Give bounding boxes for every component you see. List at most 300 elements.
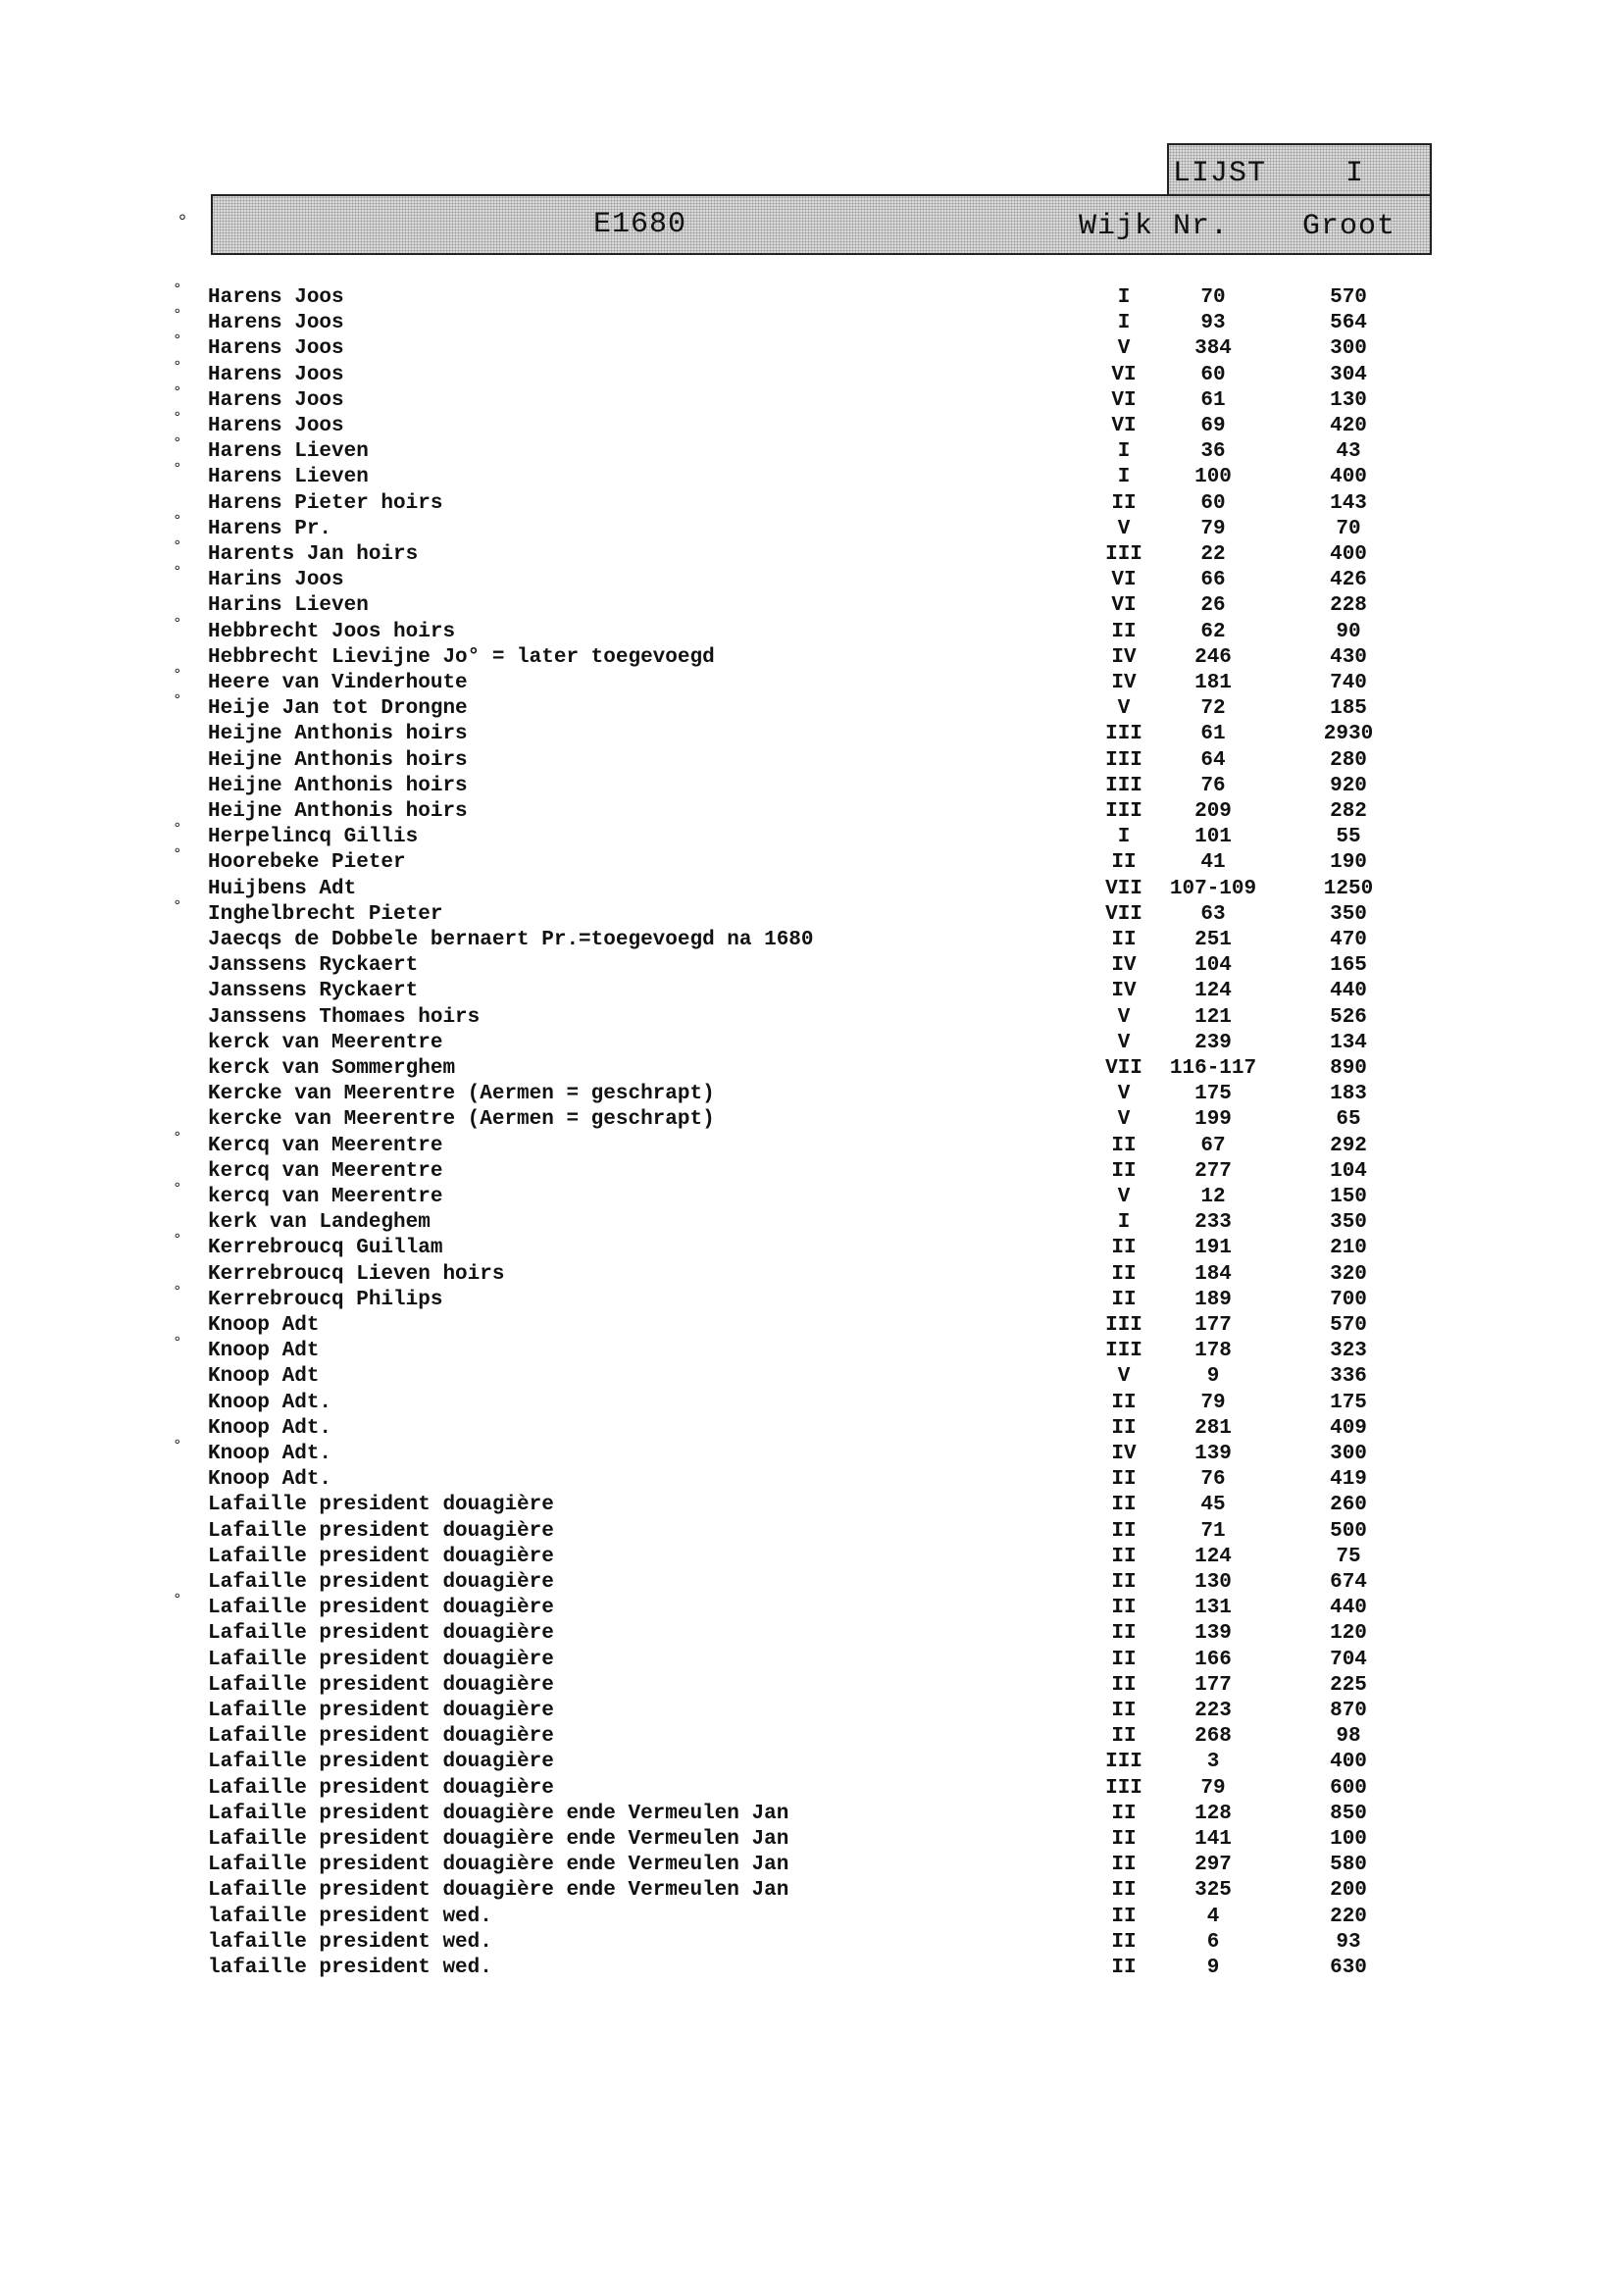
groot-cell: 350 — [1330, 1211, 1367, 1234]
owner-name: kerck van Sommerghem — [208, 1057, 456, 1080]
groot-cell: 134 — [1330, 1032, 1367, 1054]
wijk-cell: III — [1105, 1777, 1142, 1800]
owner-name: kerk van Landeghem — [208, 1211, 431, 1234]
groot-cell: 43 — [1336, 440, 1361, 463]
nr-cell: 6 — [1206, 1931, 1220, 1954]
owner-name: Kercq van Meerentre — [208, 1135, 443, 1157]
nr-cell: 124 — [1194, 1546, 1232, 1568]
groot-cell: 400 — [1330, 543, 1367, 566]
owner-name: Hebbrecht Joos hoirs — [208, 621, 456, 643]
nr-cell: 139 — [1194, 1622, 1232, 1645]
table-row — [0, 820, 1624, 851]
groot-cell: 920 — [1330, 775, 1367, 797]
nr-cell: 223 — [1194, 1700, 1232, 1722]
owner-name: Jaecqs de Dobbele bernaert Pr.=toegevoegd na 1680 — [208, 929, 814, 951]
owner-name: kercke van Meerentre (Aermen = geschrapt) — [208, 1108, 715, 1131]
row-mark: ° — [173, 1334, 182, 1351]
owner-name: Harens Joos — [208, 389, 344, 412]
table-row — [0, 1417, 1624, 1443]
row-mark: ° — [173, 1129, 182, 1146]
wijk-cell: III — [1105, 543, 1142, 566]
row-mark: ° — [173, 897, 182, 915]
row-mark: ° — [173, 331, 182, 349]
owner-name: Lafaille president douagière — [208, 1751, 554, 1773]
column-header-wijk: Wijk — [1079, 210, 1154, 243]
table-row — [0, 666, 1624, 697]
row-mark: ° — [173, 1591, 182, 1608]
nr-cell: 130 — [1194, 1571, 1232, 1594]
wijk-cell: VI — [1111, 364, 1137, 386]
groot-cell: 55 — [1336, 826, 1361, 848]
groot-cell: 120 — [1330, 1622, 1367, 1645]
groot-cell: 526 — [1330, 1006, 1367, 1029]
wijk-cell: III — [1105, 775, 1142, 797]
table-row — [0, 512, 1624, 543]
groot-cell: 890 — [1330, 1057, 1367, 1080]
groot-cell: 98 — [1336, 1725, 1361, 1748]
wijk-cell: VII — [1105, 1057, 1142, 1080]
table-row — [0, 954, 1624, 980]
wijk-cell: II — [1111, 1700, 1137, 1722]
owner-name: Inghelbrecht Pieter — [208, 903, 443, 926]
groot-cell: 70 — [1336, 518, 1361, 540]
groot-cell: 100 — [1330, 1828, 1367, 1851]
nr-cell: 233 — [1194, 1211, 1232, 1234]
nr-cell: 63 — [1200, 903, 1226, 926]
owner-name: Knoop Adt. — [208, 1443, 332, 1465]
header-mark: ° — [177, 212, 189, 234]
groot-cell: 104 — [1330, 1160, 1367, 1183]
owner-name: Harens Joos — [208, 286, 344, 309]
nr-cell: 141 — [1194, 1828, 1232, 1851]
wijk-cell: VII — [1105, 878, 1142, 900]
owner-name: Knoop Adt — [208, 1314, 320, 1337]
nr-cell: 177 — [1194, 1674, 1232, 1697]
nr-cell: 189 — [1194, 1289, 1232, 1311]
table-row — [0, 358, 1624, 389]
nr-cell: 325 — [1194, 1879, 1232, 1902]
table-row — [0, 1365, 1624, 1391]
table-row — [0, 1211, 1624, 1237]
owner-name: kercq van Meerentre — [208, 1186, 443, 1208]
nr-cell: 277 — [1194, 1160, 1232, 1183]
wijk-cell: II — [1111, 1828, 1137, 1851]
groot-cell: 300 — [1330, 1443, 1367, 1465]
owner-name: kercq van Meerentre — [208, 1160, 443, 1183]
wijk-cell: II — [1111, 1906, 1137, 1928]
owner-name: Harens Joos — [208, 415, 344, 437]
nr-cell: 9 — [1206, 1957, 1220, 1979]
table-row — [0, 1520, 1624, 1546]
table-row — [0, 1803, 1624, 1828]
wijk-cell: V — [1117, 1186, 1131, 1208]
nr-cell: 79 — [1200, 1392, 1226, 1414]
wijk-cell: II — [1111, 1468, 1137, 1491]
table-row — [0, 980, 1624, 1005]
table-row — [0, 1494, 1624, 1519]
wijk-cell: II — [1111, 1879, 1137, 1902]
table-header-box — [211, 194, 1432, 255]
nr-cell: 45 — [1200, 1494, 1226, 1516]
groot-cell: 600 — [1330, 1777, 1367, 1800]
nr-cell: 128 — [1194, 1803, 1232, 1825]
table-row — [0, 594, 1624, 620]
owner-name: Heijne Anthonis hoirs — [208, 800, 468, 823]
groot-cell: 183 — [1330, 1083, 1367, 1105]
wijk-cell: II — [1111, 1135, 1137, 1157]
wijk-cell: IV — [1111, 672, 1137, 694]
owner-name: Janssens Ryckaert — [208, 954, 419, 977]
wijk-cell: II — [1111, 621, 1137, 643]
wijk-cell: I — [1117, 440, 1131, 463]
nr-cell: 239 — [1194, 1032, 1232, 1054]
table-row — [0, 1777, 1624, 1803]
nr-cell: 61 — [1200, 389, 1226, 412]
nr-cell: 62 — [1200, 621, 1226, 643]
table-row — [0, 691, 1624, 723]
table-row — [0, 897, 1624, 929]
nr-cell: 64 — [1200, 749, 1226, 772]
owner-name: lafaille president wed. — [208, 1931, 492, 1954]
owner-name: Janssens Thomaes hoirs — [208, 1006, 481, 1029]
nr-cell: 107-109 — [1169, 878, 1257, 900]
table-row — [0, 615, 1624, 646]
groot-cell: 320 — [1330, 1263, 1367, 1286]
owner-name: Heere van Vinderhoute — [208, 672, 468, 694]
groot-cell: 704 — [1330, 1649, 1367, 1671]
table-row — [0, 537, 1624, 569]
table-row — [0, 800, 1624, 826]
wijk-cell: IV — [1111, 980, 1137, 1002]
owner-name: Harens Joos — [208, 364, 344, 386]
wijk-cell: IV — [1111, 954, 1137, 977]
table-row — [0, 434, 1624, 466]
nr-cell: 131 — [1194, 1597, 1232, 1619]
groot-cell: 75 — [1336, 1546, 1361, 1568]
groot-cell: 150 — [1330, 1186, 1367, 1208]
groot-cell: 292 — [1330, 1135, 1367, 1157]
groot-cell: 426 — [1330, 569, 1367, 591]
groot-cell: 185 — [1330, 697, 1367, 720]
table-row — [0, 1854, 1624, 1879]
table-row — [0, 1700, 1624, 1725]
wijk-cell: II — [1111, 492, 1137, 515]
nr-cell: 22 — [1200, 543, 1226, 566]
table-row — [0, 1622, 1624, 1648]
groot-cell: 65 — [1336, 1108, 1361, 1131]
nr-cell: 66 — [1200, 569, 1226, 591]
owner-name: Huijbens Adt — [208, 878, 357, 900]
table-row — [0, 563, 1624, 594]
owner-name: Lafaille president douagière ende Vermeulen Jan — [208, 1879, 789, 1902]
nr-cell: 177 — [1194, 1314, 1232, 1337]
table-row — [0, 1180, 1624, 1211]
owner-name: Herpelincq Gillis — [208, 826, 419, 848]
nr-cell: 12 — [1200, 1186, 1226, 1208]
owner-name: Knoop Adt — [208, 1365, 320, 1388]
nr-cell: 104 — [1194, 954, 1232, 977]
table-row — [0, 280, 1624, 312]
wijk-cell: II — [1111, 851, 1137, 874]
owner-name: Harens Pieter hoirs — [208, 492, 443, 515]
owner-name: Harents Jan hoirs — [208, 543, 419, 566]
groot-cell: 700 — [1330, 1289, 1367, 1311]
groot-cell: 1250 — [1323, 878, 1374, 900]
table-row — [0, 1263, 1624, 1289]
nr-cell: 41 — [1200, 851, 1226, 874]
row-mark: ° — [173, 845, 182, 863]
wijk-cell: II — [1111, 1674, 1137, 1697]
table-row — [0, 383, 1624, 415]
table-row — [0, 1283, 1624, 1314]
owner-name: Lafaille president douagière — [208, 1700, 554, 1722]
owner-name: Heijne Anthonis hoirs — [208, 749, 468, 772]
nr-cell: 199 — [1194, 1108, 1232, 1131]
groot-cell: 336 — [1330, 1365, 1367, 1388]
wijk-cell: II — [1111, 1931, 1137, 1954]
nr-cell: 178 — [1194, 1340, 1232, 1362]
owner-name: Harens Joos — [208, 312, 344, 334]
groot-cell: 260 — [1330, 1494, 1367, 1516]
owner-name: Hoorebeke Pieter — [208, 851, 406, 874]
groot-cell: 870 — [1330, 1700, 1367, 1722]
nr-cell: 251 — [1194, 929, 1232, 951]
groot-cell: 430 — [1330, 646, 1367, 669]
owner-name: Heije Jan tot Drongne — [208, 697, 468, 720]
wijk-cell: II — [1111, 1520, 1137, 1543]
owner-name: Lafaille president douagière — [208, 1520, 554, 1543]
table-row — [0, 845, 1624, 877]
groot-cell: 630 — [1330, 1957, 1367, 1979]
wijk-cell: II — [1111, 1417, 1137, 1440]
table-row — [0, 1546, 1624, 1571]
owner-name: Harins Joos — [208, 569, 344, 591]
wijk-cell: I — [1117, 312, 1131, 334]
groot-cell: 300 — [1330, 337, 1367, 360]
nr-cell: 3 — [1206, 1751, 1220, 1773]
row-mark: ° — [173, 691, 182, 709]
list-number: I — [1345, 157, 1365, 190]
nr-cell: 101 — [1194, 826, 1232, 848]
table-row — [0, 331, 1624, 363]
groot-cell: 200 — [1330, 1879, 1367, 1902]
table-row — [0, 492, 1624, 518]
table-row — [0, 646, 1624, 672]
wijk-cell: III — [1105, 1340, 1142, 1362]
wijk-cell: II — [1111, 1392, 1137, 1414]
wijk-cell: VI — [1111, 415, 1137, 437]
owner-name: Lafaille president douagière — [208, 1777, 554, 1800]
groot-cell: 564 — [1330, 312, 1367, 334]
nr-cell: 166 — [1194, 1649, 1232, 1671]
nr-cell: 139 — [1194, 1443, 1232, 1465]
row-mark: ° — [173, 1437, 182, 1454]
groot-cell: 440 — [1330, 980, 1367, 1002]
owner-name: Harens Joos — [208, 337, 344, 360]
groot-cell: 570 — [1330, 286, 1367, 309]
owner-name: Knoop Adt. — [208, 1468, 332, 1491]
owner-name: Lafaille president douagière — [208, 1494, 554, 1516]
owner-name: Lafaille president douagière ende Vermeulen Jan — [208, 1854, 789, 1876]
owner-name: Harens Pr. — [208, 518, 332, 540]
groot-cell: 210 — [1330, 1237, 1367, 1259]
nr-cell: 60 — [1200, 364, 1226, 386]
table-row — [0, 1160, 1624, 1186]
row-mark: ° — [173, 666, 182, 684]
wijk-cell: II — [1111, 929, 1137, 951]
table-row — [0, 878, 1624, 903]
owner-name: Lafaille president douagière — [208, 1649, 554, 1671]
nr-cell: 281 — [1194, 1417, 1232, 1440]
table-row — [0, 775, 1624, 800]
list-label: LIJST — [1173, 157, 1267, 190]
table-row — [0, 1334, 1624, 1365]
owner-name: Lafaille president douagière — [208, 1725, 554, 1748]
nr-cell: 4 — [1206, 1906, 1220, 1928]
table-row — [0, 1828, 1624, 1854]
wijk-cell: IV — [1111, 646, 1137, 669]
table-row — [0, 749, 1624, 775]
wijk-cell: V — [1117, 1006, 1131, 1029]
table-row — [0, 460, 1624, 491]
table-row — [0, 1957, 1624, 1982]
owner-name: Kerrebroucq Philips — [208, 1289, 443, 1311]
owner-name: Lafaille president douagière ende Vermeulen Jan — [208, 1803, 789, 1825]
row-mark: ° — [173, 1180, 182, 1197]
owner-name: kerck van Meerentre — [208, 1032, 443, 1054]
wijk-cell: VI — [1111, 569, 1137, 591]
table-row — [0, 1231, 1624, 1262]
wijk-cell: V — [1117, 1083, 1131, 1105]
row-mark: ° — [173, 460, 182, 478]
wijk-cell: I — [1117, 1211, 1131, 1234]
groot-cell: 228 — [1330, 594, 1367, 617]
row-mark: ° — [173, 358, 182, 376]
owner-name: Harins Lieven — [208, 594, 369, 617]
groot-cell: 90 — [1336, 621, 1361, 643]
table-row — [0, 409, 1624, 440]
nr-cell: 124 — [1194, 980, 1232, 1002]
nr-cell: 76 — [1200, 1468, 1226, 1491]
wijk-cell: I — [1117, 286, 1131, 309]
table-row — [0, 1725, 1624, 1751]
nr-cell: 26 — [1200, 594, 1226, 617]
document-title: E1680 — [593, 208, 687, 241]
nr-cell: 71 — [1200, 1520, 1226, 1543]
table-row — [0, 1129, 1624, 1160]
owner-name: Knoop Adt. — [208, 1417, 332, 1440]
groot-cell: 2930 — [1323, 723, 1374, 745]
nr-cell: 268 — [1194, 1725, 1232, 1748]
table-row — [0, 1314, 1624, 1340]
groot-cell: 350 — [1330, 903, 1367, 926]
groot-cell: 440 — [1330, 1597, 1367, 1619]
nr-cell: 60 — [1200, 492, 1226, 515]
groot-cell: 220 — [1330, 1906, 1367, 1928]
table-row — [0, 1108, 1624, 1134]
groot-cell: 740 — [1330, 672, 1367, 694]
groot-cell: 165 — [1330, 954, 1367, 977]
owner-name: Harens Lieven — [208, 466, 369, 488]
groot-cell: 280 — [1330, 749, 1367, 772]
nr-cell: 67 — [1200, 1135, 1226, 1157]
wijk-cell: III — [1105, 1314, 1142, 1337]
nr-cell: 191 — [1194, 1237, 1232, 1259]
owner-name: Lafaille president douagière — [208, 1674, 554, 1697]
wijk-cell: I — [1117, 826, 1131, 848]
wijk-cell: V — [1117, 697, 1131, 720]
nr-cell: 121 — [1194, 1006, 1232, 1029]
nr-cell: 184 — [1194, 1263, 1232, 1286]
groot-cell: 400 — [1330, 466, 1367, 488]
table-row — [0, 1906, 1624, 1931]
table-row — [0, 1591, 1624, 1622]
wijk-cell: II — [1111, 1957, 1137, 1979]
groot-cell: 130 — [1330, 389, 1367, 412]
nr-cell: 297 — [1194, 1854, 1232, 1876]
table-row — [0, 1006, 1624, 1032]
table-row — [0, 1468, 1624, 1494]
table-row — [0, 1674, 1624, 1700]
owner-name: Lafaille president douagière — [208, 1597, 554, 1619]
wijk-cell: II — [1111, 1854, 1137, 1876]
nr-cell: 76 — [1200, 775, 1226, 797]
owner-name: Lafaille president douagière — [208, 1546, 554, 1568]
row-mark: ° — [173, 1231, 182, 1248]
wijk-cell: I — [1117, 466, 1131, 488]
owner-name: Heijne Anthonis hoirs — [208, 775, 468, 797]
wijk-cell: V — [1117, 1108, 1131, 1131]
wijk-cell: II — [1111, 1546, 1137, 1568]
wijk-cell: II — [1111, 1597, 1137, 1619]
table-row — [0, 1032, 1624, 1057]
groot-cell: 470 — [1330, 929, 1367, 951]
wijk-cell: IV — [1111, 1443, 1137, 1465]
table-row — [0, 723, 1624, 748]
wijk-cell: VI — [1111, 594, 1137, 617]
owner-name: Knoop Adt. — [208, 1392, 332, 1414]
owner-name: lafaille president wed. — [208, 1906, 492, 1928]
owner-name: lafaille president wed. — [208, 1957, 492, 1979]
groot-cell: 409 — [1330, 1417, 1367, 1440]
row-mark: ° — [173, 383, 182, 401]
row-mark: ° — [173, 512, 182, 530]
table-row — [0, 1392, 1624, 1417]
groot-cell: 674 — [1330, 1571, 1367, 1594]
owner-name: Janssens Ryckaert — [208, 980, 419, 1002]
owner-name: Kercke van Meerentre (Aermen = geschrapt) — [208, 1083, 715, 1105]
nr-cell: 79 — [1200, 518, 1226, 540]
wijk-cell: V — [1117, 1032, 1131, 1054]
table-row — [0, 1649, 1624, 1674]
wijk-cell: III — [1105, 1751, 1142, 1773]
row-mark: ° — [173, 409, 182, 427]
wijk-cell: III — [1105, 800, 1142, 823]
nr-cell: 61 — [1200, 723, 1226, 745]
groot-cell: 175 — [1330, 1392, 1367, 1414]
wijk-cell: II — [1111, 1289, 1137, 1311]
groot-cell: 190 — [1330, 851, 1367, 874]
nr-cell: 36 — [1200, 440, 1226, 463]
wijk-cell: II — [1111, 1263, 1137, 1286]
table-row — [0, 1751, 1624, 1776]
nr-cell: 246 — [1194, 646, 1232, 669]
row-mark: ° — [173, 820, 182, 838]
nr-cell: 100 — [1194, 466, 1232, 488]
nr-cell: 181 — [1194, 672, 1232, 694]
wijk-cell: VI — [1111, 389, 1137, 412]
wijk-cell: V — [1117, 337, 1131, 360]
